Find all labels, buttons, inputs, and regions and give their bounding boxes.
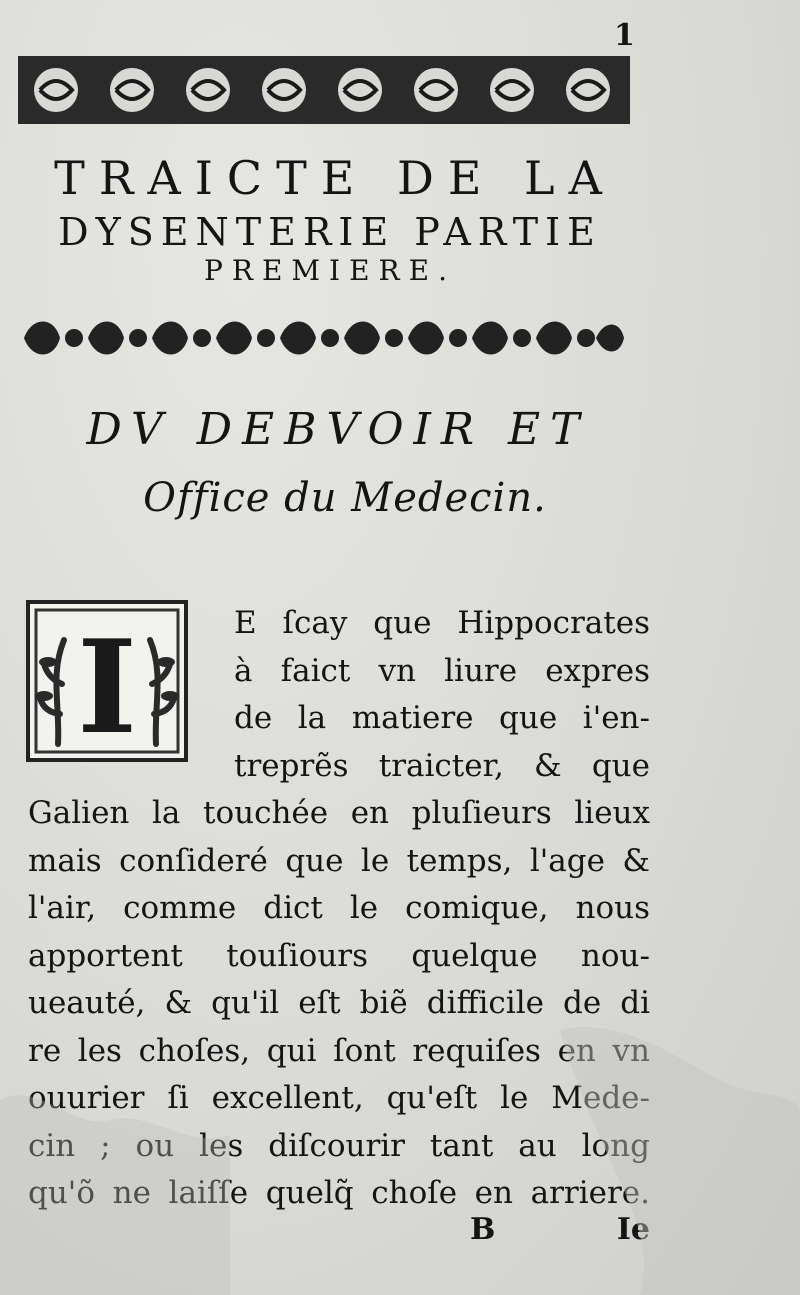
text-line: Galien la touchée en pluſieurs lieux [28, 795, 650, 831]
section-heading-line-1: DV DEBVOIR ET [86, 404, 590, 455]
text-line: ouurier ſi excellent, qu'eſt le Mede- [28, 1080, 650, 1116]
text-line: l'air, comme dict le comique, nous [28, 890, 650, 926]
top-ornament-band [18, 52, 630, 128]
text-line: mais conſideré que le temps, l'age & [28, 842, 650, 879]
paper-stain [0, 1020, 800, 1295]
signature-mark: B [470, 1212, 496, 1247]
text-line: à faict vn liure expres [234, 652, 650, 689]
section-heading-line-2: Office du Medecin. [143, 475, 547, 521]
fleuron-row-ornament [16, 312, 630, 364]
title-line-1: TRAICTE DE LA [54, 151, 616, 205]
catchword: Ie [616, 1212, 650, 1247]
text-line: re les choſes, qui ſont requiſes en vn [28, 1032, 650, 1069]
book-title [0, 150, 660, 288]
text-line: treprẽs traicter, & que [234, 747, 650, 784]
dropcap-letter: I [77, 613, 137, 758]
title-line-3: PREMIERE. [204, 254, 456, 287]
page-number: 1 [614, 18, 635, 53]
section-heading [18, 400, 658, 526]
text-line: apportent touſiours quelque nou- [28, 937, 650, 974]
text-line: cin ; ou les diſcourir tant au long [28, 1127, 650, 1164]
text-line: de la matiere que i'en- [234, 700, 650, 736]
text-line: ueauté, & qu'il eſt biẽ difficile de di [28, 985, 650, 1021]
text-line: E ſcay que Hippocrates [234, 605, 650, 641]
text-line: qu'õ ne laiſſe quelq̃ choſe en arriere. [28, 1175, 650, 1211]
title-line-2: DYSENTERIE PARTIE [58, 210, 602, 254]
